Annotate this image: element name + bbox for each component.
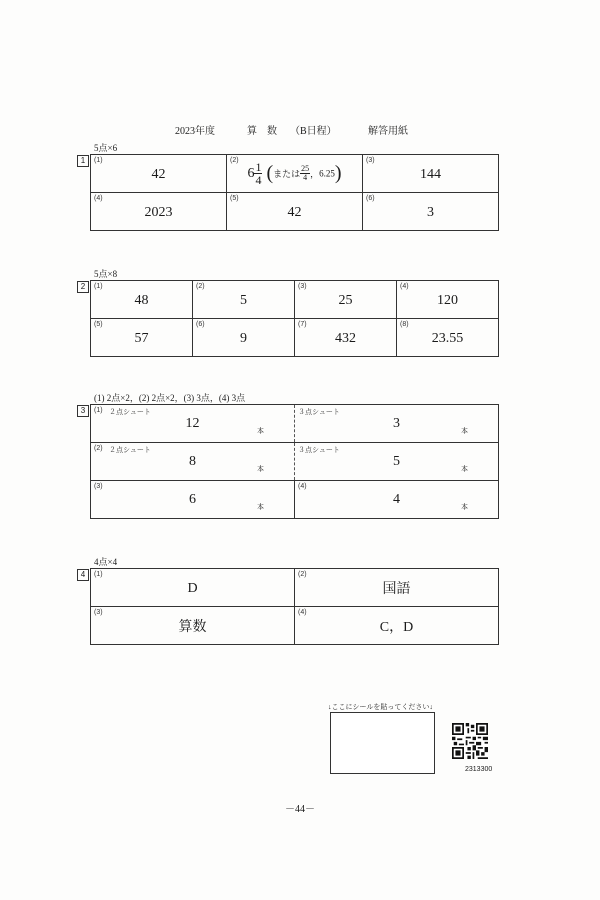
q3-3-cell: (3) 6 本 bbox=[91, 481, 295, 519]
subject: 算 数 bbox=[247, 126, 277, 137]
q2-cell-8: (8) 23.55 bbox=[397, 319, 499, 357]
mixed-number: 6 bbox=[247, 166, 255, 182]
q1-cell-4: (4) 2023 bbox=[91, 193, 227, 231]
q2-cell-5: (5) 57 bbox=[91, 319, 193, 357]
q4-answer-table bbox=[90, 568, 499, 645]
q4-cell-2: (2) 国語 bbox=[295, 569, 499, 607]
q4-scoring: 4点×4 bbox=[94, 557, 118, 567]
q2-answer-table bbox=[90, 280, 499, 357]
q1-cell-1: (1) 42 bbox=[91, 155, 227, 193]
seal-caption: ↓ここにシールを貼ってください↓ bbox=[328, 703, 433, 711]
q4-cell-4: (4) C，D bbox=[295, 607, 499, 645]
q3-1-three-point: ３点シュート 3 本 bbox=[295, 405, 499, 443]
q1-scoring: 5点×6 bbox=[94, 143, 118, 153]
q1-cell-6: (6) 3 bbox=[363, 193, 499, 231]
q2-number: 2 bbox=[77, 281, 89, 293]
q2-cell-6: (6) 9 bbox=[193, 319, 295, 357]
answer-value: 42 bbox=[151, 166, 166, 182]
q2-cell-7: (7) 432 bbox=[295, 319, 397, 357]
q1-cell-5: (5) 42 bbox=[227, 193, 363, 231]
q3-answer-table bbox=[90, 404, 499, 519]
q3-scoring: (1) 2点×2，(2) 2点×2，(3) 3点，(4) 3点 bbox=[94, 393, 246, 403]
q4-cell-1: (1) D bbox=[91, 569, 295, 607]
q3-number: 3 bbox=[77, 405, 89, 417]
year: 2023年度 bbox=[175, 126, 215, 137]
q1-answer-table bbox=[90, 154, 499, 231]
q3-1-two-point: (1) ２点シュート 12 本 bbox=[91, 405, 295, 443]
q2-cell-4: (4) 120 bbox=[397, 281, 499, 319]
q1-cell-3: (3) 144 bbox=[363, 155, 499, 193]
q4-cell-3: (3) 算数 bbox=[91, 607, 295, 645]
fraction: $\frac{1}{4}$ bbox=[255, 160, 262, 187]
q2-cell-1: (1) 48 bbox=[91, 281, 193, 319]
q2-cell-3: (3) 25 bbox=[295, 281, 397, 319]
q3-4-cell: (4) 4 本 bbox=[295, 481, 499, 519]
qr-code-icon bbox=[452, 723, 488, 759]
q4-number: 4 bbox=[77, 569, 89, 581]
q3-2-three-point: ３点シュート 5 本 bbox=[295, 443, 499, 481]
seal-box bbox=[330, 712, 435, 774]
q3-2-two-point: (2) ２点シュート 8 本 bbox=[91, 443, 295, 481]
q1-number: 1 bbox=[77, 155, 89, 167]
exam-session: （B日程） bbox=[290, 126, 337, 137]
form-code: 2313300 bbox=[465, 766, 493, 773]
q2-cell-2: (2) 5 bbox=[193, 281, 295, 319]
q1-cell-2: (2) 6 $\frac{1}{4}$ (または $\frac{25}{4}$ ，6.25) bbox=[227, 155, 363, 193]
q2-scoring: 5点×8 bbox=[94, 269, 118, 279]
page-number: －44－ bbox=[285, 804, 315, 815]
sheet-title: 解答用紙 bbox=[368, 126, 408, 137]
